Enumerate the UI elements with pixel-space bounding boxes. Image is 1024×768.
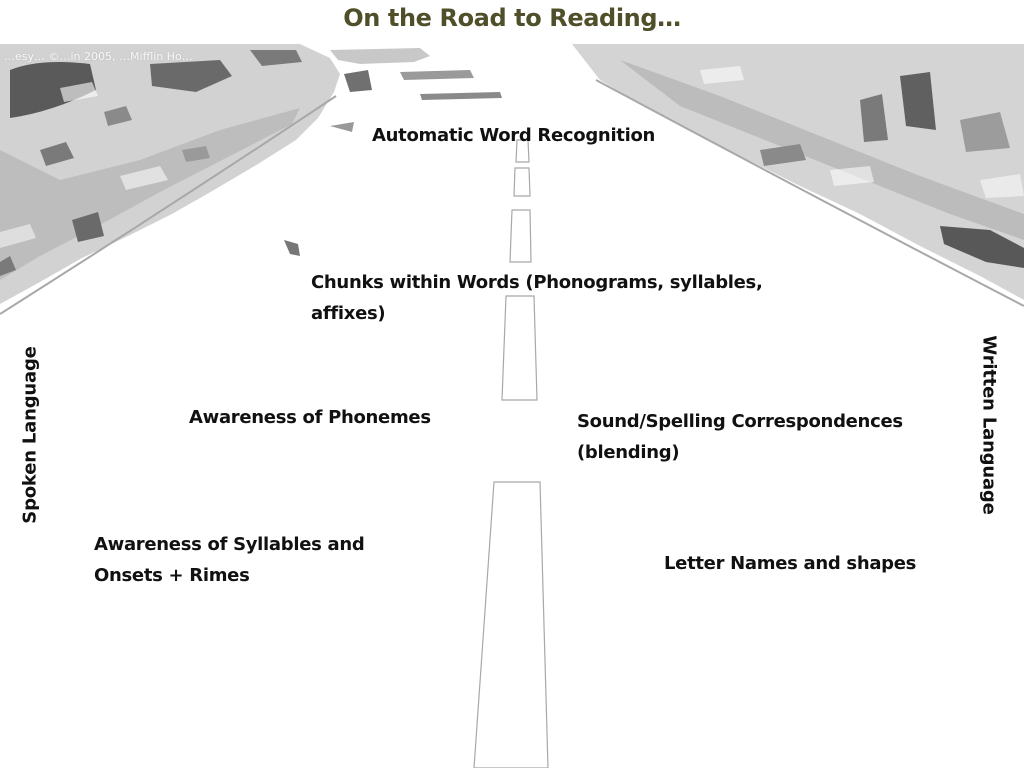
- stage-automatic-word-recognition: Automatic Word Recognition: [372, 125, 656, 146]
- stage-awareness-of-syllables: Awareness of Syllables and Onsets + Rimes: [94, 534, 365, 586]
- left-roadside-landscape: [0, 44, 340, 304]
- stage-chunks-within-words: Chunks within Words (Phonograms, syllables, affixes): [311, 272, 763, 324]
- slide-title: On the Road to Reading…: [343, 4, 681, 32]
- stage-sound-spelling-correspondences: Sound/Spelling Correspondences (blending): [577, 411, 903, 463]
- stage-letter-names-and-shapes: Letter Names and shapes: [664, 553, 917, 574]
- center-lane-dashes: [474, 140, 548, 768]
- written-language-label: Written Language: [978, 335, 1000, 515]
- faded-credit-text: …esy… ©…in 2005, …Mifflin Ho…: [4, 50, 193, 63]
- right-roadside-landscape: [572, 44, 1024, 300]
- stage-awareness-of-phonemes: Awareness of Phonemes: [189, 407, 431, 428]
- spoken-language-label: Spoken Language: [19, 346, 41, 524]
